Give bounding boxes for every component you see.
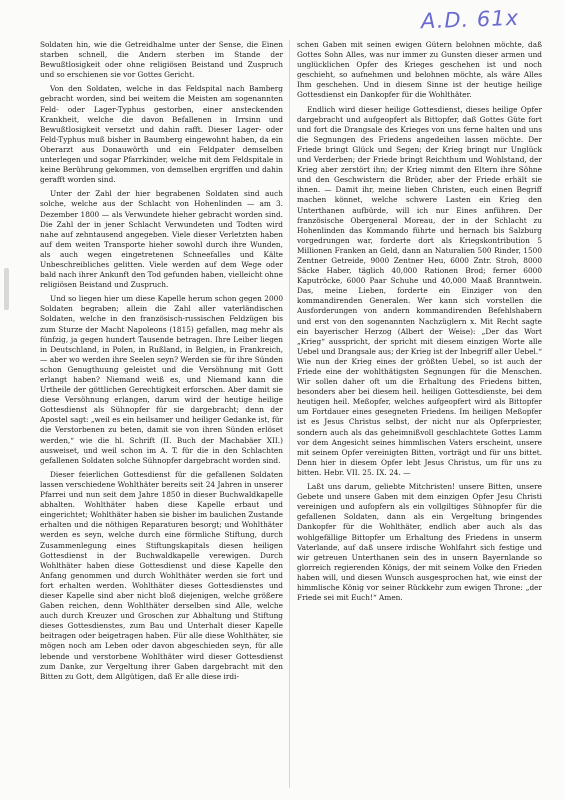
paragraph: Von den Soldaten, welche in das Feldspital nach Bamberg gebracht worden, sind bei weitem die Meisten am sogenannten Feld- oder Lager-Typhus gestorben, einer ansteckenden Krankheit, welche die davon Befallenen in Irrsinn und Bewußtlosigkeit versetzt und dahin rafft. Dieser Lager- oder Feld-Typhus muß bisher in Baumberg eingewohnt haben, da ein Oberarzt aus Donauwörth und ein Feldpater demselben unterlegen und sogar Pfarrkinder, welche mit dem Feldspitale in keine Berührung gekommen, von demselben ergriffen und dahin gerafft worden sind.	[40, 84, 283, 185]
paragraph: Dieser feierlichen Gottesdienst für die gefallenen Soldaten lassen verschiedene Wohlthäter bereits seit 24 Jahren in unserer Pfarrei und nun seit dem Jahre 1850 in dieser Buchwaldkapelle abhalten. Wohlthäter haben diese Kapelle erbaut und eingerichtet; Wohlthäter haben sie bisher im baulichen Zustande erhalten und die nöthigen Reparaturen besorgt; und Wohlthäter werden es seyn, welche durch eine förmliche Stiftung, durch Zusammenlegung eines Stiftungskapitals diesen heiligen Gottesdienst in der Buchwaldkapelle verewigen. Durch Wohlthäter haben diese Gottesdienst und diese Kapelle den Anfang genommen und durch Wohlthäter werden sie fort und fort erhalten werden. Wohlthäter dieses Gottesdienstes und dieser Kapelle sind aber nicht bloß diejenigen, welche größere Gaben reichen, denn Wohlthäter derselben sind Alle, welche auch durch Kreuzer und Groschen zur Abhaltung und Stiftung dieses Gottesdienstes, zum Bau und Unterhalt dieser Kapelle beitragen oder beigetragen haben. Für alle diese Wohlthäter, sie mögen noch am Leben oder davon abgeschieden seyn, für alle lebende und verstorbene Wohlthäter wird dieser Gottesdienst zum Danke, zur Vergeltung ihrer Gaben dargebracht mit den Bitten zu Gott, dem Allgütigen, daß Er alle diese irdi-	[40, 469, 283, 681]
paragraph: Endlich wird dieser heilige Gottesdienst, dieses heilige Opfer dargebracht und aufgeopfert als Bittopfer, daß Gottes Güte fort und fort die Drangsale des Krieges von uns ferne halten und uns die Segnungen des Friedens angedeihen lassen möchte. Der Friede bringt Glück und Segen; der Krieg bringt nur Unglück und Verderben; der Friede bringt Reichthum und Wohlstand, der Krieg aber zerstört ihn; der Krieg nimmt den Eltern ihre Söhne und den Geschwistern die Brüder, aber der Friede erhält sie ihnen. — Damit ihr, meine lieben Christen, euch einen Begriff machen könnet, welche schwere Lasten ein Krieg den Unterthanen aufbürde, will ich nur Eines anführen. Der französische Obergeneral Moreau, der in der Schlacht zu Hohenlinden das Kommando führte und hernach bis Salzburg vorgedrungen war, forderte dort als Kriegskontribution 5 Millionen Franken an Geld, dann an Naturalien 500 Rinder, 1500 Zentner Getreide, 9000 Zentner Heu, 6000 Zntr. Stroh, 8000 Säcke Haber, täglich 40,000 Rationen Brod; ferner 6000 Kaputröcke, 6000 Paar Schuhe und 40,000 Maaß Branntwein. Das, meine Lieben, forderte ein Einziger von den kommandirenden Generalen. Wer kann sich vorstellen die Ausforderungen von andern kommandirenden Befehlshabern und erst von den sogenannten Nachzüglern x. Mit Recht sagte ein bayerischer Herzog (Albert der Weise): „Der das Wort „Krieg“ ausspricht, der spricht mit diesem einzigen Worte alle Uebel und Drangsale aus; der Krieg ist der Inbegriff aller Uebel.“ Wie nun der Krieg eines der größten Uebel, so ist auch der Friede eine der wohlthätigsten Segnungen für die Menschen. Wir sollen daher oft um die Erhaltung des Friedens bitten, besonders aber bei diesem heil. heiligen Gottesdienste, bei dem heutigen heil. Meßopfer, welches aufgeopfert wird als Bittopfer um Fortdauer eines gesegneten Friedens. Im heiligen Meßopfer ist es Jesus Christus selbst, der nicht nur als Opferpriester, sondern auch als das geheimnißvoll geschlachtete Gottes Lamm vor dem Angesicht seines himmlischen Vaters erscheint, unsere mit seinem Opfer vereinigten Bitten, vorträgt und für uns bittet. Denn hier in diesem Opfer lebt Jesus Christus, um für uns zu bitten. Hebr. VII. 25. IX. 24. —	[297, 104, 542, 477]
paragraph: Und so liegen hier um diese Kapelle herum schon gegen 2000 Soldaten begraben; allein die Zahl aller vaterländischen Soldaten, welche in den französisch-russischen Feldzügen bis zum Sturze der Macht Napoleons (1815) gefallen, mag mehr als fünfzig, ja gegen hundert Tausende betragen. Ihre Leiber liegen in Deutschland, in Polen, in Rußland, in Belgien, in Frankreich, — aber wo werden ihre Seelen seyn? Werden sie für ihre Sünden schon Genugthuung geleistet und die Versöhnung mit Gott erlangt haben? Niemand weiß es, und Niemand kann die Urtheile der göttlichen Gerechtigkeit erforschen. Aber damit sie diese Versöhnung erlangen, darum wird der heutige heilige Gottesdienst als Sühnopfer für sie dargebracht; denn der Apostel sagt: „weil es ein heilsamer und heiliger Gedanke ist, für die Verstorbenen zu beten, damit sie von ihren Sünden erlöset werden,“ wie die hl. Schrift (II. Buch der Machabäer XII.) ausweiset, und weil schon im A. T. für die in den Schlachten gefallenen Soldaten solche Sühnopfer dargebracht worden sind.	[40, 294, 283, 465]
paragraph: Soldaten hin, wie die Getreidhalme unter der Sense, die Einen starben schnell, die Andern sterben im Stande der Bewußtlosigkeit oder ohne religiösen Beistand und Zuspruch und so erschienen sie vor Gottes Gericht.	[40, 40, 283, 80]
right-column	[297, 40, 542, 788]
margin-stain	[4, 268, 9, 310]
paragraph: Unter der Zahl der hier begrabenen Soldaten sind auch solche, welche aus der Schlacht von Hohenlinden — am 3. Dezember 1800 — als Verwundete hieher gebracht worden sind. Die Zahl der in jener Schlacht Verwundeten und Todten wird nahe auf zehntausend angegeben. Viele dieser Verletzten haben auf dem weiten Transporte hieher sowohl durch ihre Wunden, als auch wegen eingetretenen Schneefalles und Kälte Unbeschreibliches gelitten. Viele werden auf dem Wege oder bald nach ihrer Ankunft den Tod gefunden haben, vielleicht ohne religiösen Beistand und Zuspruch.	[40, 189, 283, 290]
paragraph: schen Gaben mit seinen ewigen Gütern belohnen möchte, daß Gottes Sohn Alles, was nur immer zu Gunsten dieser armen und unglücklichen Opfer des Krieges geschehen ist und noch geschieht, so aufnehmen und belohnen möchte, als wäre Alles Ihm geschehen. Und in diesem Sinne ist der heutige heilige Gottesdienst ein Dankopfer für die Wohlthäter.	[297, 40, 542, 100]
paragraph: Laßt uns darum, geliebte Mitchristen! unsere Bitten, unsere Gebete und unsere Gaben mit dem einzigen Opfer Jesu Christi vereinigen und aufopfern als ein vollgiltiges Sühnopfer für die gefallenen Soldaten, dann als ein Vergeltung bringendes Dankopfer für die Wohlthäter, endlich aber auch als das wohlgefällige Bittopfer um Erhaltung des Friedens in unserm Vaterlande, auf daß unsere irdische Wohlfahrt sich festige und wir getreuen Unterthanen sein des in unsern Bayernlande so glorreich regierenden Königs, der mit seinem Volke den Frieden haben will, und diesen Wunsch ausgesprochen hat, wie einst der himmlische König vor seiner Rückkehr zum ewigen Throne: „der Friede sei mit Euch!“ Amen.	[297, 482, 542, 603]
left-column	[40, 40, 283, 788]
column-divider	[289, 40, 290, 788]
handwritten-annotation: A.D. 61x	[420, 5, 520, 34]
